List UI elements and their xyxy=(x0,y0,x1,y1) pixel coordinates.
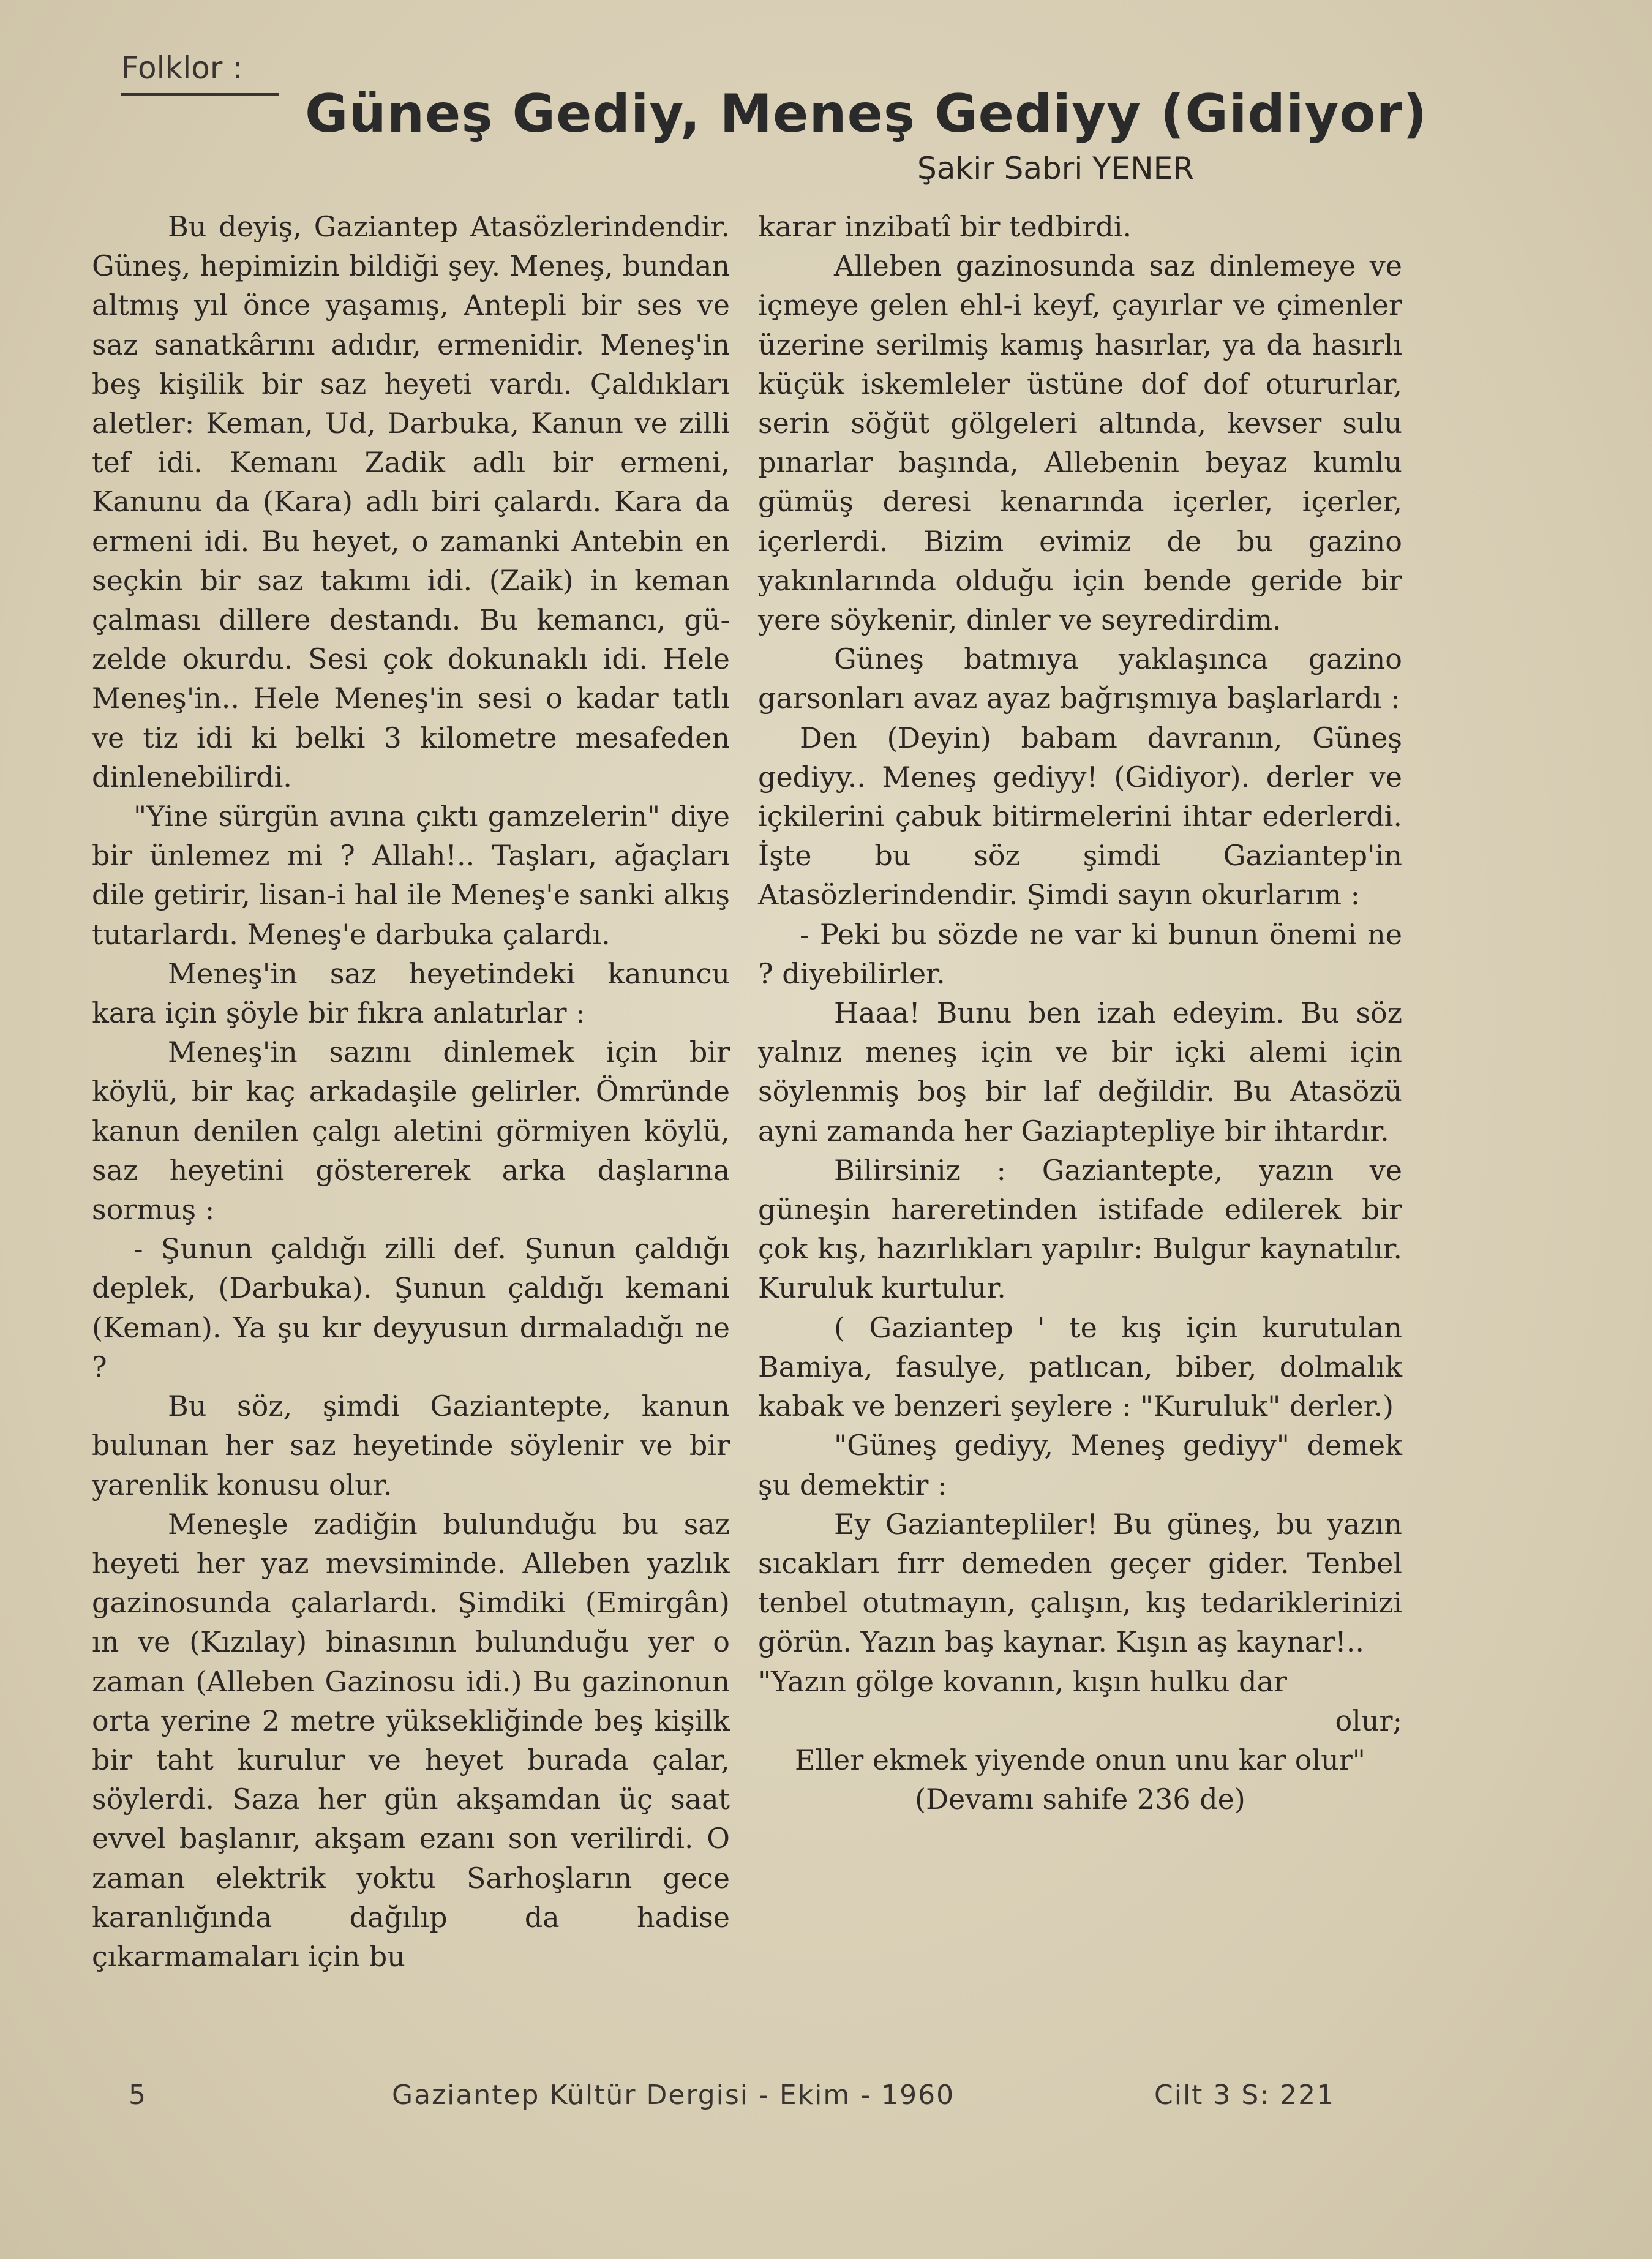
paragraph: - Peki bu sözde ne var ki bunun önemi ne ? diyebilirler. xyxy=(758,917,1402,990)
paragraph: - Şunun çaldığı zilli def. Şunun çaldığı deplek, (Darbuka). Şunun çaldığı kemani (Keman). Ya şu kır deyyusun dırmaladığı ne ? xyxy=(92,1232,730,1383)
page-footer xyxy=(129,2080,1378,2122)
paragraph: Güneş batmıya yaklaşınca gazino garsonları avaz ayaz bağrışmıya başlarlardı : xyxy=(758,642,1402,715)
paragraph: ( Gaziantep ' te kış için kurutulan Bamiya, fasulye, patlıcan, biber, dolmalık kabak ve benzeri şeylere : "Kuruluk" derler.) xyxy=(758,1310,1402,1423)
paragraph: Meneşle zadiğin bulunduğu bu saz heyeti her yaz mevsiminde. Alleben yazlık gazinosunda çalarlardı. Şimdiki (Emirgân) ın ve (Kızılay) binasının bulunduğu yer o zaman (Alleben Gazinosu idi.) Bu gazinonun orta yerine 2 metre yüksekliğinde beş kişilk bir taht kurulur ve heyet burada çalar, söylerdi. Saza her gün akşamdan üç saat evvel başlanır, akşam ezanı son verilirdi. O zaman elektrik yoktu Sarhoşların gece karanlığında dağılıp da hadise çıkarmamaları için bu xyxy=(92,1507,730,1973)
paragraph: Meneş'in saz heyetindeki kanuncu kara için şöyle bir fıkra anlatırlar : xyxy=(92,957,730,1030)
page-number: 5 xyxy=(129,2080,146,2111)
right-column xyxy=(758,207,1402,1819)
paragraph: Bilirsiniz : Gaziantepte, yazın ve güneşin hareretinden istifade edilerek bir çok kış, hazırlıkları yapılır: Bulgur kaynatılır. Kuruluk kurtulur. xyxy=(758,1153,1402,1305)
paragraph: karar inzibatî bir tedbirdi. xyxy=(758,210,1132,243)
poem-line: olur; xyxy=(1335,1704,1402,1737)
poem-line: "Yazın gölge kovanın, kışın hulku dar xyxy=(758,1664,1288,1698)
paragraph: "Güneş gediyy, Meneş gediyy" demek şu demektir : xyxy=(758,1429,1402,1502)
paragraph: Alleben gazinosunda saz dinlemeye ve içmeye gelen ehl-i keyf, çayırlar ve çimenler üzerine serilmiş kamış hasırlar, ya da hasırlı küçük iskemleler üstüne dof dof otururlar, serin söğüt gölgeleri altında, kevser sulu pınarlar başında, Allebenin beyaz kumlu gümüş deresi kenarında içerler, içerler, içerlerdi. Bizim evimiz de bu gazino yakınlarında olduğu için bende geride bir yere söykenir, dinler ve seyredirdim. xyxy=(758,249,1402,637)
journal-name: Gaziantep Kültür Dergisi - Ekim - 1960 xyxy=(392,2080,955,2111)
article-author: Şakir Sabri YENER xyxy=(917,151,1195,186)
paragraph: Meneş'in sazını dinlemek için bir köylü, bir kaç arkadaşile gelirler. Ömründe kanun denilen çalgı aletini görmiyen köylü, saz heyetini göstererek arka daşlarına sormuş : xyxy=(92,1036,730,1227)
section-label: Folklor : xyxy=(121,50,243,86)
left-column xyxy=(92,207,730,1976)
volume-issue: Cilt 3 S: 221 xyxy=(1154,2080,1335,2111)
paragraph: Haaa! Bunu ben izah edeyim. Bu söz yalnız meneş için ve bir içki alemi için söylenmiş boş bir laf değildir. Bu Atasözü ayni zamanda her Gaziaptepliye bir ihtardır. xyxy=(758,996,1402,1148)
paragraph: Den (Deyin) babam davranın, Güneş gediyy.. Meneş gediyy! (Gidiyor). derler ve içkilerini çabuk bitirmelerini ihtar ederlerdi. İşte bu söz şimdi Gaziantep'in Atasözlerindendir. Şimdi sayın okurlarım : xyxy=(758,721,1402,912)
paragraph: "Yine sürgün avına çıktı gamzelerin" diye bir ünlemez mi ? Allah!.. Taşları, ağaçları dile getirir, lisan-i hal ile Meneş'e sanki alkış tutarlardı. Meneş'e darbuka çalardı. xyxy=(92,800,730,951)
paragraph: Ey Gaziantepliler! Bu güneş, bu yazın sıcakları fırr demeden geçer gider. Tenbel tenbel otutmayın, çalışın, kış tedariklerinizi görün. Yazın baş kaynar. Kışın aş kaynar!.. xyxy=(758,1507,1402,1659)
paragraph: Bu söz, şimdi Gaziantepte, kanun bulunan her saz heyetinde söylenir ve bir yarenlik konusu olur. xyxy=(92,1389,730,1502)
section-underline xyxy=(121,93,279,96)
paragraph: Bu deyiş, Gaziantep Atasözlerindendir. Güneş, hepimizin bildiği şey. Meneş, bundan altmış yıl önce yaşamış, Antepli bir ses ve saz sanatkârını adıdır, ermenidir. Meneş'in beş kişilik bir saz heyeti vardı. Çaldıkları aletler: Keman, Ud, Darbuka, Kanun ve zilli tef idi. Kemanı Zadik adlı bir ermeni, Kanunu da (Kara) adlı biri çalardı. Kara da ermeni idi. Bu heyet, o zamanki Antebin en seçkin bir saz takımı idi. (Zaik) in keman çalması dillere destandı. Bu kemancı, güzelde okurdu. Sesi çok dokunaklı idi. Hele Meneş'in.. Hele Meneş'in sesi o kadar tatlı ve tiz idi ki belki 3 kilometre mesafeden dinlenebilirdi. xyxy=(92,210,730,794)
continuation-note: (Devamı sahife 236 de) xyxy=(915,1783,1245,1816)
article-title: Güneş Gediy, Meneş Gediyy (Gidiyor) xyxy=(305,83,1428,145)
poem-line: Eller ekmek yiyende onun unu kar olur" xyxy=(795,1743,1365,1776)
